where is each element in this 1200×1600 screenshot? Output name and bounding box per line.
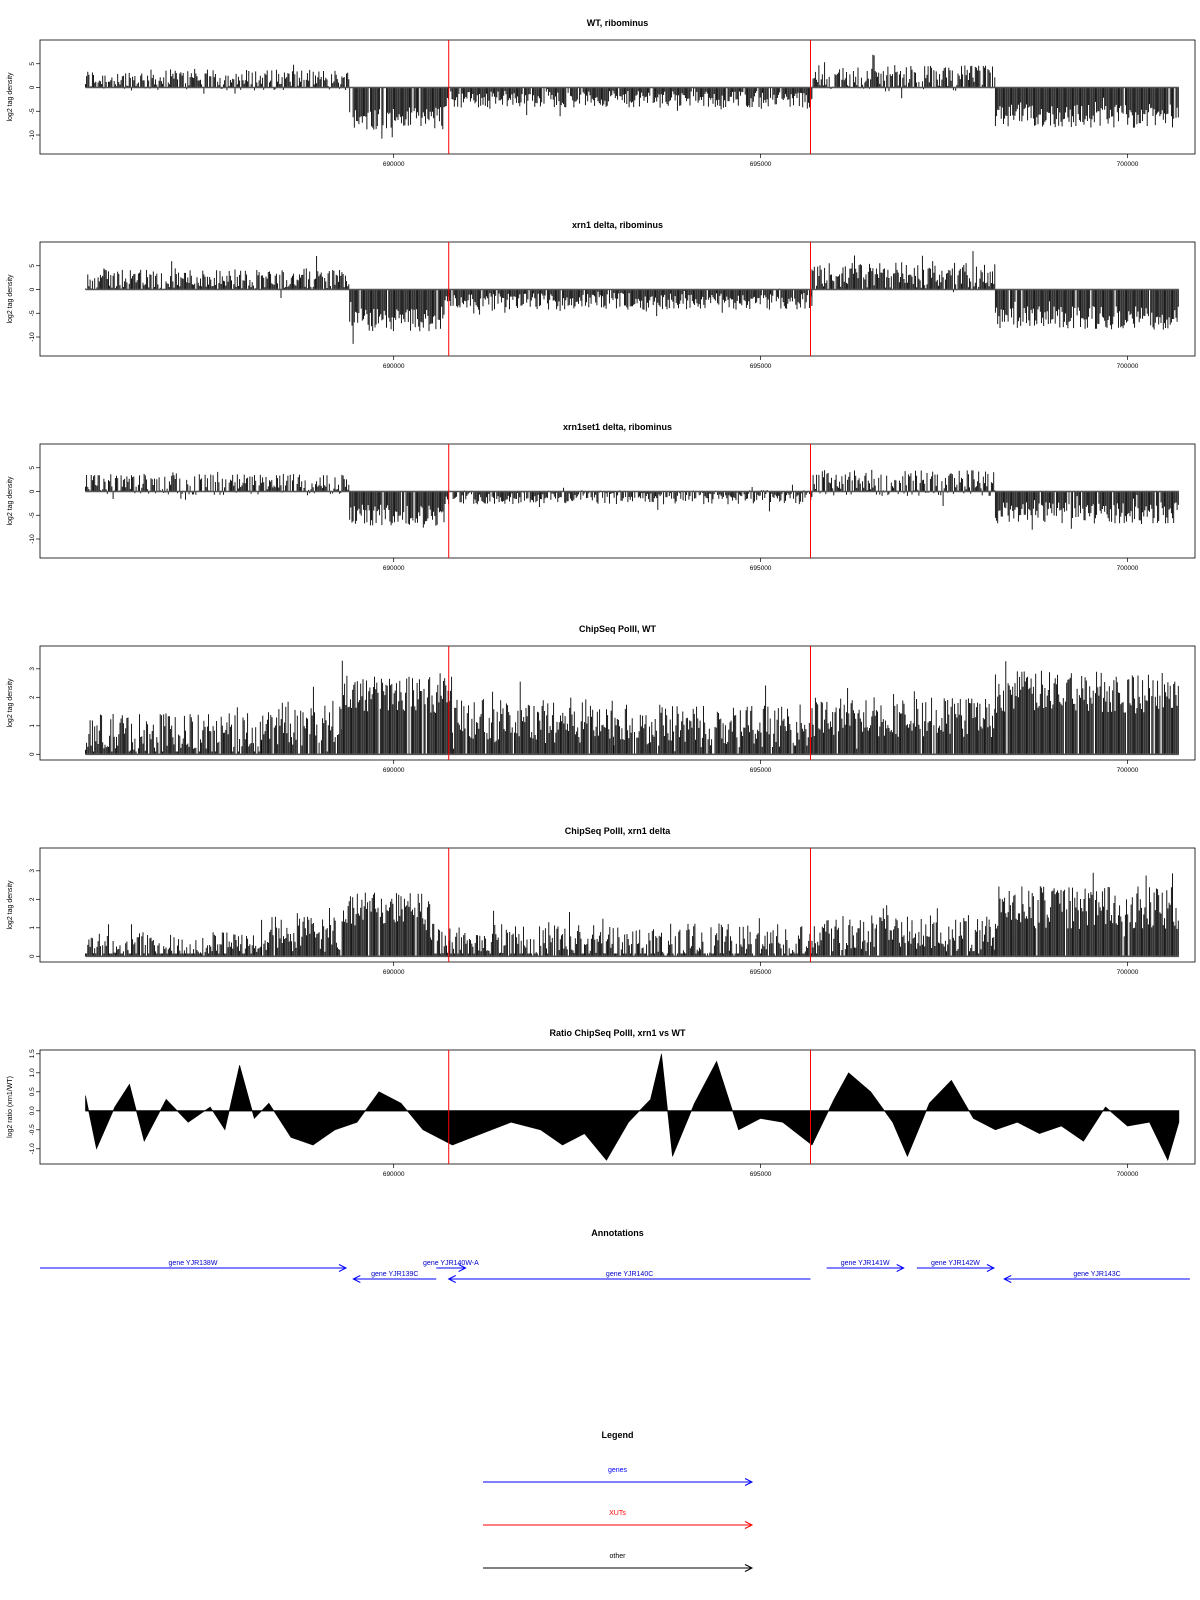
y-tick-label: 0.0 bbox=[29, 1106, 36, 1116]
y-tick-label: -5 bbox=[29, 108, 36, 115]
signal-bars bbox=[86, 873, 1179, 957]
chart-title: xrn1 delta, ribominus bbox=[571, 220, 664, 230]
x-tick-label: 690000 bbox=[382, 1171, 405, 1178]
chart-panel-5 bbox=[7, 826, 1195, 976]
x-tick-label: 695000 bbox=[749, 565, 772, 572]
chart-title: ChipSeq PolII, WT bbox=[579, 624, 656, 634]
x-tick-label: 690000 bbox=[382, 767, 405, 774]
legend-panel bbox=[483, 1430, 752, 1572]
gene-arrow bbox=[827, 1260, 904, 1272]
chart-title: WT, ribominus bbox=[586, 18, 649, 28]
y-axis-label: log2 ratio (xrn1/WT) bbox=[7, 1076, 14, 1138]
gene-label: gene YJR142W bbox=[930, 1260, 980, 1267]
gene-arrow bbox=[449, 1271, 811, 1283]
y-tick-label: 1.0 bbox=[29, 1068, 36, 1078]
x-tick-label: 690000 bbox=[382, 565, 405, 572]
y-tick-label: 1.5 bbox=[29, 1049, 36, 1059]
x-tick-label: 700000 bbox=[1116, 767, 1139, 774]
gene-arrow bbox=[423, 1260, 479, 1272]
ratio-area bbox=[86, 1054, 1179, 1160]
y-tick-label: 0 bbox=[29, 752, 36, 757]
gene-label: gene YJR141W bbox=[840, 1260, 890, 1267]
x-tick-label: 700000 bbox=[1116, 565, 1139, 572]
y-axis-label: log2 tag density bbox=[7, 880, 14, 930]
y-tick-label: -10 bbox=[29, 332, 36, 342]
y-tick-label: 5 bbox=[29, 263, 36, 268]
legend-label: other bbox=[609, 1553, 626, 1560]
y-tick-label: -10 bbox=[29, 130, 36, 140]
y-tick-label: 0 bbox=[29, 85, 36, 90]
y-tick-label: -5 bbox=[29, 310, 36, 317]
annotations-panel bbox=[40, 1228, 1190, 1283]
chart-title: Ratio ChipSeq PolII, xrn1 vs WT bbox=[549, 1028, 686, 1038]
chart-title: xrn1set1 delta, ribominus bbox=[562, 422, 673, 432]
x-tick-label: 700000 bbox=[1116, 161, 1139, 168]
x-tick-label: 695000 bbox=[749, 767, 772, 774]
signal-bars bbox=[86, 55, 1179, 139]
y-tick-label: 5 bbox=[29, 61, 36, 66]
gene-label: gene YJR138W bbox=[168, 1260, 218, 1267]
x-tick-label: 695000 bbox=[749, 363, 772, 370]
legend-label: XUTs bbox=[609, 1510, 626, 1517]
legend-item bbox=[483, 1553, 752, 1572]
x-tick-label: 695000 bbox=[749, 969, 772, 976]
y-tick-label: -5 bbox=[29, 512, 36, 519]
chart-panel-6 bbox=[7, 1028, 1195, 1178]
legend-label: genes bbox=[607, 1467, 628, 1474]
x-tick-label: 695000 bbox=[749, 1171, 772, 1178]
signal-bars bbox=[86, 251, 1179, 344]
chart-title: ChipSeq PolII, xrn1 delta bbox=[564, 826, 671, 836]
y-axis-label: log2 tag density bbox=[7, 274, 14, 324]
y-tick-label: 0 bbox=[29, 489, 36, 494]
y-tick-label: 2 bbox=[29, 695, 36, 700]
x-tick-label: 695000 bbox=[749, 161, 772, 168]
y-tick-label: 0 bbox=[29, 287, 36, 292]
y-tick-label: 1 bbox=[29, 925, 36, 930]
y-tick-label: 3 bbox=[29, 868, 36, 873]
gene-label: gene YJR139C bbox=[371, 1271, 419, 1278]
x-tick-label: 700000 bbox=[1116, 363, 1139, 370]
gene-arrow bbox=[353, 1271, 436, 1283]
y-tick-label: 1 bbox=[29, 723, 36, 728]
gene-label: gene YJR140W-A bbox=[423, 1260, 479, 1267]
legend-item bbox=[483, 1510, 752, 1529]
y-tick-label: -1.0 bbox=[29, 1143, 36, 1155]
y-tick-label: 2 bbox=[29, 897, 36, 902]
chart-panel-4 bbox=[7, 624, 1195, 774]
chart-panel-1 bbox=[7, 18, 1195, 168]
y-tick-label: -10 bbox=[29, 534, 36, 544]
signal-bars bbox=[86, 470, 1179, 530]
annotations-title: Annotations bbox=[591, 1228, 644, 1238]
gene-label: gene YJR140C bbox=[605, 1271, 654, 1278]
y-tick-label: 0.5 bbox=[29, 1087, 36, 1097]
y-axis-label: log2 tag density bbox=[7, 678, 14, 728]
x-tick-label: 700000 bbox=[1116, 969, 1139, 976]
signal-bars bbox=[86, 661, 1179, 755]
y-tick-label: 5 bbox=[29, 465, 36, 470]
legend-item bbox=[483, 1467, 752, 1486]
chart-panel-2 bbox=[7, 220, 1195, 370]
plot-frame bbox=[40, 1050, 1195, 1164]
x-tick-label: 700000 bbox=[1116, 1171, 1139, 1178]
y-tick-label: 0 bbox=[29, 954, 36, 959]
x-tick-label: 690000 bbox=[382, 969, 405, 976]
x-tick-label: 690000 bbox=[382, 363, 405, 370]
plot-frame bbox=[40, 242, 1195, 356]
legend-title: Legend bbox=[601, 1430, 634, 1440]
gene-arrow bbox=[40, 1260, 346, 1272]
y-tick-label: 3 bbox=[29, 666, 36, 671]
y-tick-label: -0.5 bbox=[29, 1124, 36, 1136]
gene-label: gene YJR143C bbox=[1073, 1271, 1121, 1278]
gene-arrow bbox=[917, 1260, 994, 1272]
x-tick-label: 690000 bbox=[382, 161, 405, 168]
chart-panel-3 bbox=[7, 422, 1195, 572]
y-axis-label: log2 tag density bbox=[7, 72, 14, 122]
y-axis-label: log2 tag density bbox=[7, 476, 14, 526]
gene-arrow bbox=[1004, 1271, 1190, 1283]
